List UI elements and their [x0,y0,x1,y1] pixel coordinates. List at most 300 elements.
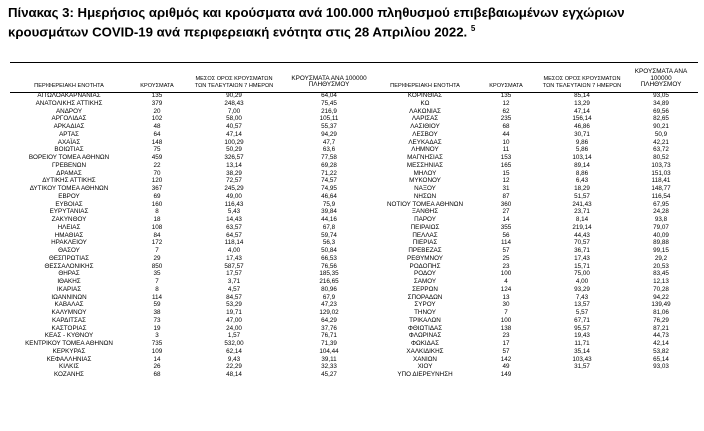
cell-per-100k-right: 70,28 [653,285,669,293]
cell-cases-left: 18 [153,216,161,223]
cell-region-left: ΙΚΑΡΙΑΣ [56,285,82,293]
cell-average-right: 156,14 [572,115,592,123]
cell-per-100k-left: 56,3 [322,239,336,247]
cell-region-right: ΦΩΚΙΔΑΣ [411,340,439,347]
cell-per-100k-left: 75,45 [321,99,337,107]
cell-average-right: 19,43 [574,332,590,340]
table-row [10,317,698,325]
cell-region-left: ΗΜΑΘΙΑΣ [54,231,84,239]
cell-cases-left: 459 [151,154,163,161]
cell-cases-right: 12 [502,99,510,107]
header-region-right: ΠΕΡΙΦΕΡΕΙΑΚΗ ΕΝΟΤΗΤΑ [390,82,460,89]
cell-cases-left: 7 [155,278,159,285]
cell-cases-left: 160 [151,200,163,208]
cell-region-left: ΚΕΝΤΡΙΚΟΥ ΤΟΜΕΑ ΑΘΗΝΩΝ [25,340,113,347]
cell-average-right: 44,43 [574,231,590,239]
cell-average-right: 103,14 [572,154,592,161]
cell-region-left: ΗΛΕΙΑΣ [57,223,81,231]
cell-cases-right: 100 [500,316,512,324]
cell-per-100k-right: 99,15 [653,247,669,254]
cell-cases-right: 138 [500,324,512,332]
table-row [10,100,698,108]
cell-average-left: 100,29 [224,138,244,146]
cell-average-left: 1,57 [227,332,241,340]
table-row [10,348,698,356]
cell-per-100k-right: 87,21 [653,324,669,332]
cell-per-100k-right: 148,77 [651,185,671,192]
cell-cases-right: 114 [500,239,512,247]
cell-region-left: ΑΧΑΪΑΣ [57,138,81,146]
cell-per-100k-left: 67,9 [322,293,336,301]
cell-cases-left: 69 [153,192,161,200]
cell-per-100k-right: 90,21 [653,123,669,130]
cell-average-right: 11,71 [574,340,590,347]
cell-per-100k-left: 64,29 [321,316,337,324]
cell-per-100k-left: 39,11 [321,355,337,363]
table-row [10,162,698,170]
cell-region-right: ΠΕΙΡΑΙΩΣ [410,223,440,231]
cell-per-100k-right: 12,13 [653,278,669,285]
cell-cases-left: 735 [151,340,163,347]
cell-region-left: ΚΑΛΥΜΝΟΥ [51,309,87,316]
cell-cases-right: 44 [502,130,510,138]
cell-region-right: ΤΡΙΚΑΛΩΝ [409,316,441,324]
cell-per-100k-right: 63,72 [653,146,669,154]
cell-cases-right: 27 [502,208,510,216]
cell-per-100k-left: 39,84 [321,208,337,216]
cell-average-left: 248,43 [224,99,244,107]
cell-region-right: ΧΑΛΚΙΔΙΚΗΣ [406,347,444,355]
cell-per-100k-right: 81,06 [653,309,669,316]
cell-per-100k-right: 93,8 [654,216,668,223]
cell-per-100k-right: 44,73 [653,332,669,340]
table-row [10,286,698,294]
cell-per-100k-left: 50,84 [321,247,337,254]
table-row [10,325,698,333]
table-header [10,66,698,91]
cell-average-left: 13,14 [226,161,242,169]
table-row [10,278,698,286]
cell-average-left: 245,29 [224,185,244,192]
cell-average-left: 90,29 [226,92,242,99]
table-row [10,255,698,263]
cell-cases-right: 11 [502,146,510,154]
cell-average-left: 84,57 [226,293,242,301]
cell-region-left: ΙΘΑΚΗΣ [57,278,81,285]
cell-cases-left: 850 [151,262,163,270]
cell-per-100k-right: 82,65 [653,115,669,123]
cell-cases-left: 7 [155,247,159,254]
table-row [10,185,698,193]
cell-cases-left: 172 [151,239,163,247]
cell-average-left: 116,43 [224,200,244,208]
cell-region-right: ΜΥΚΟΝΟΥ [409,177,441,185]
cell-average-right: 46,86 [574,123,590,130]
cell-region-right: ΡΕΘΥΜΝΟΥ [407,254,443,262]
cell-region-right: ΚΟΡΙΝΘΙΑΣ [407,92,443,99]
table-row [10,363,698,371]
table-row [10,201,698,209]
table-row [10,356,698,364]
cell-per-100k-right: 42,14 [653,340,669,347]
table-row [10,108,698,116]
cell-average-left: 4,00 [227,247,241,254]
table-row [10,123,698,131]
cell-average-left: 14,43 [226,216,242,223]
cell-region-left: ΚΕΦΑΛΛΗΝΙΑΣ [46,355,92,363]
cell-per-100k-right: 29,2 [654,254,668,262]
cell-average-left: 532,00 [224,340,244,347]
cell-per-100k-right: 53,82 [653,347,669,355]
cell-per-100k-right: 93,05 [653,92,669,99]
cell-cases-right: 23 [502,332,510,340]
cell-cases-right: 153 [500,154,512,161]
table-row [10,170,698,178]
cell-region-right: ΠΡΕΒΕΖΑΣ [408,247,442,254]
cell-cases-right: 360 [500,200,512,208]
cell-region-right: ΣΑΜΟΥ [413,278,437,285]
cell-cases-left: 29 [153,254,161,262]
cell-region-left: ΑΙΤΩΛΟΑΚΑΡΝΑΝΙΑΣ [37,92,101,99]
cell-cases-left: 108 [151,223,163,231]
cell-average-right: 9,86 [575,138,589,146]
cell-average-left: 326,57 [224,154,244,161]
table-row [10,92,698,100]
cell-per-100k-left: 59,74 [321,231,337,239]
cell-average-right: 13,29 [574,99,590,107]
cell-average-right: 75,00 [574,270,590,278]
cell-average-left: 72,57 [226,177,242,185]
cell-average-right: 93,29 [574,285,590,293]
cell-average-left: 587,57 [224,262,244,270]
cell-cases-right: 135 [500,92,512,99]
cell-region-left: ΘΑΣΟΥ [58,247,80,254]
cell-region-right: ΥΠΟ ΔΙΕΡΕΥΝΗΣΗ [397,371,453,378]
cell-per-100k-left: 47,7 [322,138,336,146]
cell-region-right: ΞΑΝΘΗΣ [411,208,439,216]
cell-region-left: ΒΟΡΕΙΟΥ ΤΟΜΕΑ ΑΘΗΝΩΝ [28,154,110,161]
cell-cases-right: 124 [500,285,512,293]
table-row [10,154,698,162]
cell-cases-left: 8 [155,285,159,293]
table-row [10,270,698,278]
cell-cases-left: 102 [151,115,163,123]
cell-region-right: ΠΑΡΟΥ [414,216,436,223]
cell-cases-right: 165 [500,161,512,169]
cell-average-left: 24,00 [226,324,242,332]
table-row [10,224,698,232]
cell-average-right: 8,14 [575,216,589,223]
cell-region-right: ΧΙΟΥ [417,363,433,371]
cell-average-right: 31,57 [574,363,590,371]
cell-cases-right: 31 [502,185,510,192]
cell-per-100k-right: 83,45 [653,270,669,278]
cell-cases-left: 68 [153,371,161,378]
cell-region-right: ΛΗΜΝΟΥ [411,146,439,154]
cell-average-left: 63,57 [226,223,242,231]
cell-cases-left: 109 [151,347,163,355]
cell-region-right: ΣΠΟΡΑΔΩΝ [407,293,443,301]
cell-region-left: ΔΥΤΙΚΟΥ ΤΟΜΕΑ ΑΘΗΝΩΝ [29,185,109,192]
cell-cases-right: 149 [500,371,512,378]
cell-average-right: 89,14 [574,161,590,169]
cell-per-100k-left: 37,76 [321,324,337,332]
cell-average-left: 47,14 [226,130,242,138]
cell-region-left: ΚΑΣΤΟΡΙΑΣ [51,324,87,332]
header-average-right: ΜΕΣΟΣ ΟΡΟΣ ΚΡΟΥΣΜΑΤΩΝ ΤΩΝ ΤΕΛΕΥΤΑΙΩΝ 7 ΗΜΕΡΩΝ [542,76,622,89]
title-footnote-marker: 5 [470,24,476,33]
header-per-100k-left: ΚΡΟΥΣΜΑΤΑ ΑΝΑ 100000 ΠΛΗΘΥΣΜΟΥ [291,74,367,89]
cell-cases-left: 379 [151,99,163,107]
cell-region-right: ΦΛΩΡΙΝΑΣ [408,332,442,340]
cell-average-left: 19,71 [226,309,242,316]
cell-region-right: ΛΕΥΚΑΔΑΣ [408,138,442,146]
cell-average-right: 67,71 [574,316,590,324]
cell-region-right: ΝΗΣΩΝ [413,192,437,200]
cell-region-left: ΑΡΤΑΣ [59,130,79,138]
cell-cases-right: 100 [500,270,512,278]
cell-cases-right: 14 [502,216,510,223]
cell-per-100k-left: 105,11 [319,115,339,123]
cell-per-100k-right: 93,03 [653,363,669,371]
cell-region-right: ΛΑΣΙΘΙΟΥ [410,123,440,130]
cell-per-100k-left: 74,57 [321,177,337,185]
cell-cases-left: 75 [153,146,161,154]
cell-cases-left: 19 [153,324,161,332]
cell-cases-left: 38 [153,309,161,316]
cell-cases-right: 30 [502,301,510,309]
cell-region-left: ΙΩΑΝΝΙΝΩΝ [51,293,87,301]
cell-per-100k-left: 47,23 [321,301,337,309]
title-text: Πίνακας 3: Ημερήσιος αριθμός και κρούσματα ανά 100.000 πληθυσμού επιβεβαιωμένων εγχώριων κρουσμάτων COVID-19 ανά περιφερειακή ενότητα στις 28 Απριλίου 2022. [8,5,625,40]
cell-region-left: ΔΥΤΙΚΗΣ ΑΤΤΙΚΗΣ [42,177,96,185]
cell-average-right: 51,57 [574,192,590,200]
table-row [10,216,698,224]
cell-per-100k-left: 67,8 [322,223,336,231]
table-row [10,263,698,271]
cell-region-left: ΘΕΣΠΡΩΤΙΑΣ [48,254,90,262]
cell-per-100k-left: 76,56 [321,262,337,270]
cell-region-right: ΡΟΔΟΠΗΣ [409,262,441,270]
cell-average-left: 3,71 [227,278,241,285]
cell-region-right: ΠΙΕΡΙΑΣ [412,239,438,247]
cell-region-left: ΒΟΙΩΤΙΑΣ [54,146,84,154]
cell-cases-left: 3 [155,332,159,340]
cell-per-100k-right: 40,09 [653,231,669,239]
header-per-100k-right: ΚΡΟΥΣΜΑΤΑ ΑΝΑ 100000 ΠΛΗΘΥΣΜΟΥ [634,68,688,89]
cell-cases-left: 59 [153,301,161,309]
cell-average-right: 219,14 [572,223,592,231]
cell-per-100k-left: 32,33 [321,363,337,371]
table-row [10,239,698,247]
header-region-left: ΠΕΡΙΦΕΡΕΙΑΚΗ ΕΝΟΤΗΤΑ [34,82,104,89]
cell-cases-right: 235 [500,115,512,123]
cell-average-right: 4,00 [575,278,589,285]
cell-average-left: 17,57 [226,270,242,278]
table-row [10,193,698,201]
cell-region-left: ΚΕΑΣ - ΚΥΘΝΟΥ [44,332,94,340]
cell-average-left: 38,29 [226,169,242,177]
table-row [10,232,698,240]
cell-region-right: ΜΑΓΝΗΣΙΑΣ [407,154,443,161]
cell-per-100k-right: 89,88 [653,239,669,247]
cell-cases-right: 355 [500,223,512,231]
cell-region-left: ΑΡΚΑΔΙΑΣ [53,123,85,130]
cell-average-right: 23,71 [574,208,590,216]
cell-cases-right: 57 [502,347,510,355]
cell-region-left: ΚΟΖΑΝΗΣ [54,371,84,378]
cell-average-left: 7,00 [227,107,241,115]
table-row [10,301,698,309]
cell-per-100k-right: 24,28 [653,208,669,216]
cell-cases-left: 84 [153,231,161,239]
cell-region-right: ΚΩ [420,99,430,107]
cell-average-right: 35,14 [574,347,590,355]
table-row [10,247,698,255]
table-row [10,177,698,185]
cell-per-100k-left: 69,28 [321,161,337,169]
cell-cases-right: 12 [502,177,510,185]
table-body [10,92,698,379]
cell-per-100k-right: 69,56 [653,107,669,115]
cell-average-right: 18,29 [574,185,590,192]
cell-cases-right: 13 [502,293,510,301]
cell-per-100k-left: 64,04 [321,92,337,99]
cell-average-left: 47,00 [226,316,242,324]
cell-region-left: ΖΑΚΥΝΘΟΥ [51,216,87,223]
cell-cases-right: 17 [502,340,510,347]
cell-average-left: 9,43 [227,355,241,363]
cell-average-right: 7,43 [575,293,589,301]
cell-average-left: 48,14 [226,371,242,378]
header-cases-right: ΚΡΟΥΣΜΑΤΑ [489,82,523,89]
cell-cases-right: 87 [502,192,510,200]
cell-cases-left: 135 [151,92,163,99]
cell-region-right: ΠΕΛΛΑΣ [412,231,438,239]
cell-region-left: ΚΙΛΚΙΣ [59,363,79,371]
cell-cases-right: 15 [502,169,510,177]
cell-average-right: 5,86 [575,146,589,154]
cell-per-100k-right: 20,53 [653,262,669,270]
cases-table [10,66,698,378]
cell-region-left: ΕΒΡΟΥ [58,192,80,200]
cell-per-100k-right: 139,49 [651,301,671,309]
cell-cases-right: 56 [502,231,510,239]
cell-cases-left: 48 [153,123,161,130]
cell-cases-right: 4 [504,278,508,285]
cell-per-100k-left: 80,96 [321,285,337,293]
table-row [10,208,698,216]
page-title [8,5,698,40]
cell-cases-left: 26 [153,363,161,371]
cell-per-100k-left: 55,37 [321,123,337,130]
cell-per-100k-right: 80,52 [653,154,669,161]
table-row [10,139,698,147]
cell-per-100k-right: 103,73 [651,161,671,169]
table-row [10,131,698,139]
header-cases-left: ΚΡΟΥΣΜΑΤΑ [140,82,174,89]
cell-cases-left: 64 [153,130,161,138]
cell-average-left: 5,43 [227,208,241,216]
cell-region-left: ΚΕΡΚΥΡΑΣ [52,347,86,355]
cell-cases-left: 367 [151,185,163,192]
cell-region-right: ΜΗΛΟΥ [413,169,437,177]
cell-per-100k-left: 129,02 [319,309,339,316]
cell-region-left: ΑΡΓΟΛΙΔΑΣ [51,115,87,123]
cell-region-right: ΝΟΤΙΟΥ ΤΟΜΕΑ ΑΘΗΝΩΝ [386,200,464,208]
cell-cases-left: 120 [151,177,163,185]
cell-average-right: 30,71 [574,130,590,138]
cell-cases-left: 22 [153,161,161,169]
table-row [10,294,698,302]
cell-region-left: ΔΡΑΜΑΣ [56,169,82,177]
cell-per-100k-left: 74,95 [321,185,337,192]
cell-average-right: 15,71 [574,262,590,270]
cell-per-100k-right: 94,22 [653,293,669,301]
cell-cases-left: 20 [153,107,161,115]
cell-average-left: 40,57 [226,123,242,130]
cell-per-100k-left: 63,6 [322,146,336,154]
cell-cases-left: 8 [155,208,159,216]
cell-average-left: 118,14 [224,239,244,247]
cell-cases-left: 73 [153,316,161,324]
header-average-left: ΜΕΣΟΣ ΟΡΟΣ ΚΡΟΥΣΜΑΤΩΝ ΤΩΝ ΤΕΛΕΥΤΑΙΩΝ 7 ΗΜΕΡΩΝ [194,76,274,89]
cell-average-left: 22,29 [226,363,242,371]
cell-average-left: 50,29 [226,146,242,154]
cell-per-100k-right: 116,54 [651,192,671,200]
table-row [10,340,698,348]
cell-per-100k-right: 65,14 [653,355,669,363]
cell-region-right: ΛΑΚΩΝΙΑΣ [409,107,441,115]
cell-per-100k-left: 94,29 [321,130,337,138]
cell-cases-right: 7 [504,309,508,316]
cell-per-100k-left: 104,44 [319,347,339,355]
cell-per-100k-left: 71,39 [321,340,337,347]
cell-region-left: ΘΕΣΣΑΛΟΝΙΚΗΣ [44,262,94,270]
cell-per-100k-left: 185,35 [319,270,339,278]
cell-per-100k-right: 151,03 [651,169,671,177]
cell-per-100k-right: 118,41 [651,177,671,185]
table-row [10,146,698,154]
cell-per-100k-left: 71,22 [321,169,337,177]
cell-region-left: ΗΡΑΚΛΕΙΟΥ [51,239,87,247]
cell-average-left: 62,14 [226,347,242,355]
cell-average-left: 49,00 [226,192,242,200]
cell-per-100k-right: 79,07 [653,223,669,231]
table-top-rule [10,62,698,63]
cell-average-right: 241,43 [572,200,592,208]
cell-per-100k-left: 77,58 [321,154,337,161]
cell-cases-right: 142 [500,355,512,363]
table-row [10,332,698,340]
cell-per-100k-right: 50,9 [654,130,668,138]
table-row [10,115,698,123]
cell-per-100k-left: 45,27 [321,371,337,378]
cell-per-100k-left: 44,16 [321,216,337,223]
table-row [10,309,698,317]
cell-cases-right: 57 [502,247,510,254]
cell-region-left: ΚΑΒΑΛΑΣ [54,301,84,309]
cell-region-left: ΘΗΡΑΣ [58,270,80,278]
cell-region-right: ΦΘΙΩΤΙΔΑΣ [407,324,443,332]
cell-average-right: 36,71 [574,247,590,254]
cell-region-right: ΛΕΣΒΟΥ [412,130,438,138]
cell-average-right: 13,57 [574,301,590,309]
cell-cases-right: 49 [502,363,510,371]
cell-per-100k-left: 76,71 [321,332,337,340]
cell-cases-right: 25 [502,254,510,262]
cell-cases-left: 114 [151,293,163,301]
